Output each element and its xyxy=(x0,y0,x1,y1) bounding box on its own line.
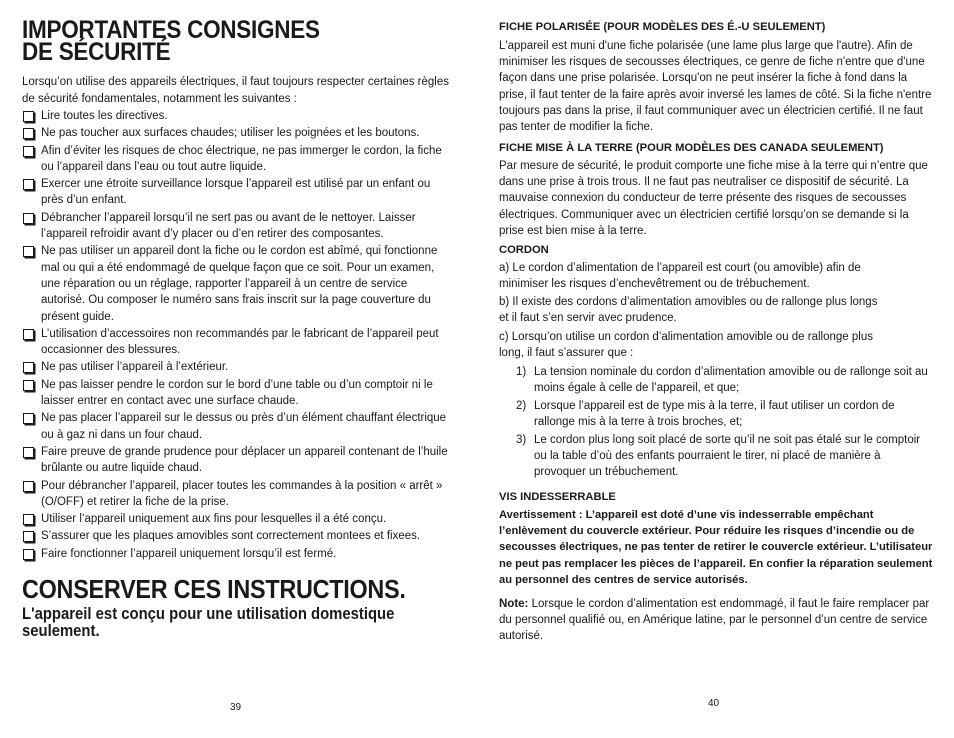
list-item-text: L’utilisation d’accessoires non recommandés par le fabricant de l’appareil peut occasionner des blessures. xyxy=(41,327,439,357)
screw-warning-text: Avertissement : L’appareil est doté d’une vis indesserrable empêchant l’enlèvement du couvercle extérieur. Pour réduire les risques d’incendie ou de secousses électriques, ne pas tenter de retirer le couvercle extérieur. L’utilisateur ne peut pas remplacer les pièces de l’appareil. En confier la réparation seulement au personnel des centres de service autorisés. xyxy=(499,509,933,586)
page-number: 39 xyxy=(230,702,242,713)
right-page xyxy=(499,0,933,738)
list-item xyxy=(22,176,454,209)
list-number: 1) xyxy=(516,366,527,378)
list-item xyxy=(22,108,454,124)
list-item-text: Le cordon plus long soit placé de sorte qu’il ne soit pas étalé sur le comptoir ou la table d’où des enfants pourraient le tirer, ni placé de manière à provoquer un trébuchement. xyxy=(534,434,921,478)
cord-heading: CORDON xyxy=(499,244,549,256)
note-label: Note: xyxy=(499,598,529,610)
checkbox-icon xyxy=(23,246,34,257)
list-item xyxy=(22,210,454,243)
list-item xyxy=(499,433,933,480)
list-item-text: S’assurer que les plaques amovibles sont correctement montees et fixees. xyxy=(41,530,421,543)
list-item xyxy=(22,359,454,375)
safety-checklist xyxy=(22,108,454,563)
left-page xyxy=(22,0,454,738)
list-item xyxy=(22,326,454,359)
checkbox-icon xyxy=(23,531,34,542)
page-number: 40 xyxy=(708,698,720,709)
list-item-text: Ne pas toucher aux surfaces chaudes; utiliser les poignées et les boutons. xyxy=(41,127,420,140)
cord-conditions-list xyxy=(499,365,933,483)
safety-title xyxy=(22,16,320,66)
cord-item-a: a) Le cordon d’alimentation de l’appareil est court (ou amovible) afin de minimiser les risques d’enchevêtrement ou de trébuchement. xyxy=(499,262,861,291)
cord-item-b: b) Il existe des cordons d’alimentation amovibles ou de rallonge plus longs et il faut s’en servir avec prudence. xyxy=(499,296,878,325)
checkbox-icon xyxy=(23,481,34,492)
domestic-use-subheading: L'appareil est conçu pour une utilisation domestique seulement. xyxy=(22,605,395,640)
list-item xyxy=(22,478,454,511)
list-item-text: Exercer une étroite surveillance lorsque l’appareil est utilisé par un enfant ou près d’un enfant. xyxy=(41,178,431,207)
list-item-text: Afin d’éviter les risques de choc électrique, ne pas immerger le cordon, la fiche ou l’appareil dans l’eau ou tout autre liquide. xyxy=(41,144,442,173)
list-item xyxy=(22,511,454,527)
list-item-text: La tension nominale du cordon d’alimentation amovible ou de rallonge soit au moins égale à celle de l’appareil, et que; xyxy=(534,366,928,394)
list-item xyxy=(499,399,933,430)
checkbox-icon xyxy=(23,549,34,560)
list-item-text: Faire preuve de grande prudence pour déplacer un appareil contenant de l’huile brûlante ou autre liquide chaud. xyxy=(41,445,448,475)
note-paragraph xyxy=(499,596,933,645)
checkbox-icon xyxy=(23,447,34,458)
list-item-text: Débrancher l’appareil lorsqu’il ne sert pas ou avant de le nettoyer. Laisser l’appareil refroidir avant d’y placer ou d’en retirer des composantes. xyxy=(41,211,416,241)
list-item-text: Pour débrancher l’appareil, placer toutes les commandes à la position « arrêt » (O/OFF) et retirer la fiche de la prise. xyxy=(41,479,443,508)
list-item xyxy=(22,528,454,544)
list-item xyxy=(22,410,454,443)
checkbox-icon xyxy=(23,380,34,391)
screw-heading: VIS INDESSERRABLE xyxy=(499,491,616,503)
grounded-plug-heading: FICHE MISE À LA TERRE (POUR MODÈLES DES CANADA SEULEMENT) xyxy=(499,142,884,154)
checkbox-icon xyxy=(23,128,34,139)
list-item-text: Lorsque l’appareil est de type mis à la terre, il faut utiliser un cordon de rallonge mis à la terre à trois broches, et; xyxy=(534,400,895,428)
checkbox-icon xyxy=(23,179,34,190)
checkbox-icon xyxy=(23,146,34,157)
list-item xyxy=(499,365,933,396)
note-text: Lorsque le cordon d’alimentation est endommagé, il faut le faire remplacer par du personnel qualifié ou, en Amérique latine, par le personnel d’un centre de service autorisé. xyxy=(499,598,930,643)
intro-text: Lorsqu’on utilise des appareils électriques, il faut toujours respecter certaines règles de sécurité fondamentales, notamment les suivantes : xyxy=(22,76,450,105)
list-item xyxy=(22,143,454,176)
title-line-1: IMPORTANTES CONSIGNES xyxy=(22,16,320,44)
checkbox-icon xyxy=(23,413,34,424)
list-number: 3) xyxy=(516,434,527,447)
list-item xyxy=(22,546,454,562)
grounded-plug-text: Par mesure de sécurité, le produit comporte une fiche mise à la terre qui n’entre que dans une prise à trois trous. Il ne faut pas neutraliser ce dispositif de sécurité. La mauvaise connexion du conducteur de terre présente des risques de secousses électriques. Communiquer avec un électricien certifié lorsqu’on se demande si la prise est bien mise à la terre. xyxy=(499,160,928,237)
list-item-text: Ne pas utiliser l’appareil à l’extérieur. xyxy=(41,361,229,374)
list-number: 2) xyxy=(516,400,527,413)
list-item-text: Lire toutes les directives. xyxy=(41,110,168,122)
list-item-text: Ne pas laisser pendre le cordon sur le bord d’une table ou d’un comptoir ni le laisser entrer en contact avec une surface chaude. xyxy=(41,378,433,408)
checkbox-icon xyxy=(23,213,34,224)
cord-item-c: c) Lorsqu’on utilise un cordon d’alimentation amovible ou de rallonge plus long, il faut s’assurer que : xyxy=(499,331,873,360)
list-item-text: Ne pas placer l’appareil sur le dessus ou près d’un élément chauffant électrique ou à gaz ni dans un four chaud. xyxy=(41,412,447,441)
list-item xyxy=(22,444,454,477)
checkbox-icon xyxy=(23,329,34,340)
list-item xyxy=(22,125,454,141)
polarized-plug-heading: FICHE POLARISÉE (POUR MODÈLES DES É.-U SEULEMENT) xyxy=(499,21,826,33)
conserver-heading: CONSERVER CES INSTRUCTIONS. xyxy=(22,574,406,604)
checkbox-icon xyxy=(23,362,34,373)
list-item-text: Faire fonctionner l’appareil uniquement lorsqu’il est fermé. xyxy=(41,547,337,560)
list-item-text: Utiliser l’appareil uniquement aux fins pour lesquelles il a été conçu. xyxy=(41,513,387,526)
polarized-plug-text: L'appareil est muni d'une fiche polarisée (une lame plus large que l'autre). Afin de minimiser les risques de secousses électriques, ce genre de fiche n'entre que d'une façon dans une prise polarisée. Lorsqu'on ne peut insérer la fiche à fond dans la prise, il faut tenter de la faire après avoir inversé les lames de côté. Si la fiche n'entre toujours pas dans la prise, il faut communiquer avec un électricien certifié. Il ne faut pas tenter de modifier la fiche. xyxy=(499,40,932,134)
list-item xyxy=(22,377,454,410)
checkbox-icon xyxy=(23,111,34,122)
checkbox-icon xyxy=(23,514,34,525)
list-item-text: Ne pas utiliser un appareil dont la fiche ou le cordon est abîmé, qui fonctionne mal ou qui a été endommagé de quelque façon que ce soit. Pour un examen, une réparation ou un réglage, rapporter l’appareil à un centre de service autorisé. Ou composer le numéro sans frais inscrit sur la page couverture du présent guide. xyxy=(41,245,438,323)
list-item xyxy=(22,243,454,324)
title-line-2: DE SÉCURITÉ xyxy=(22,38,171,66)
